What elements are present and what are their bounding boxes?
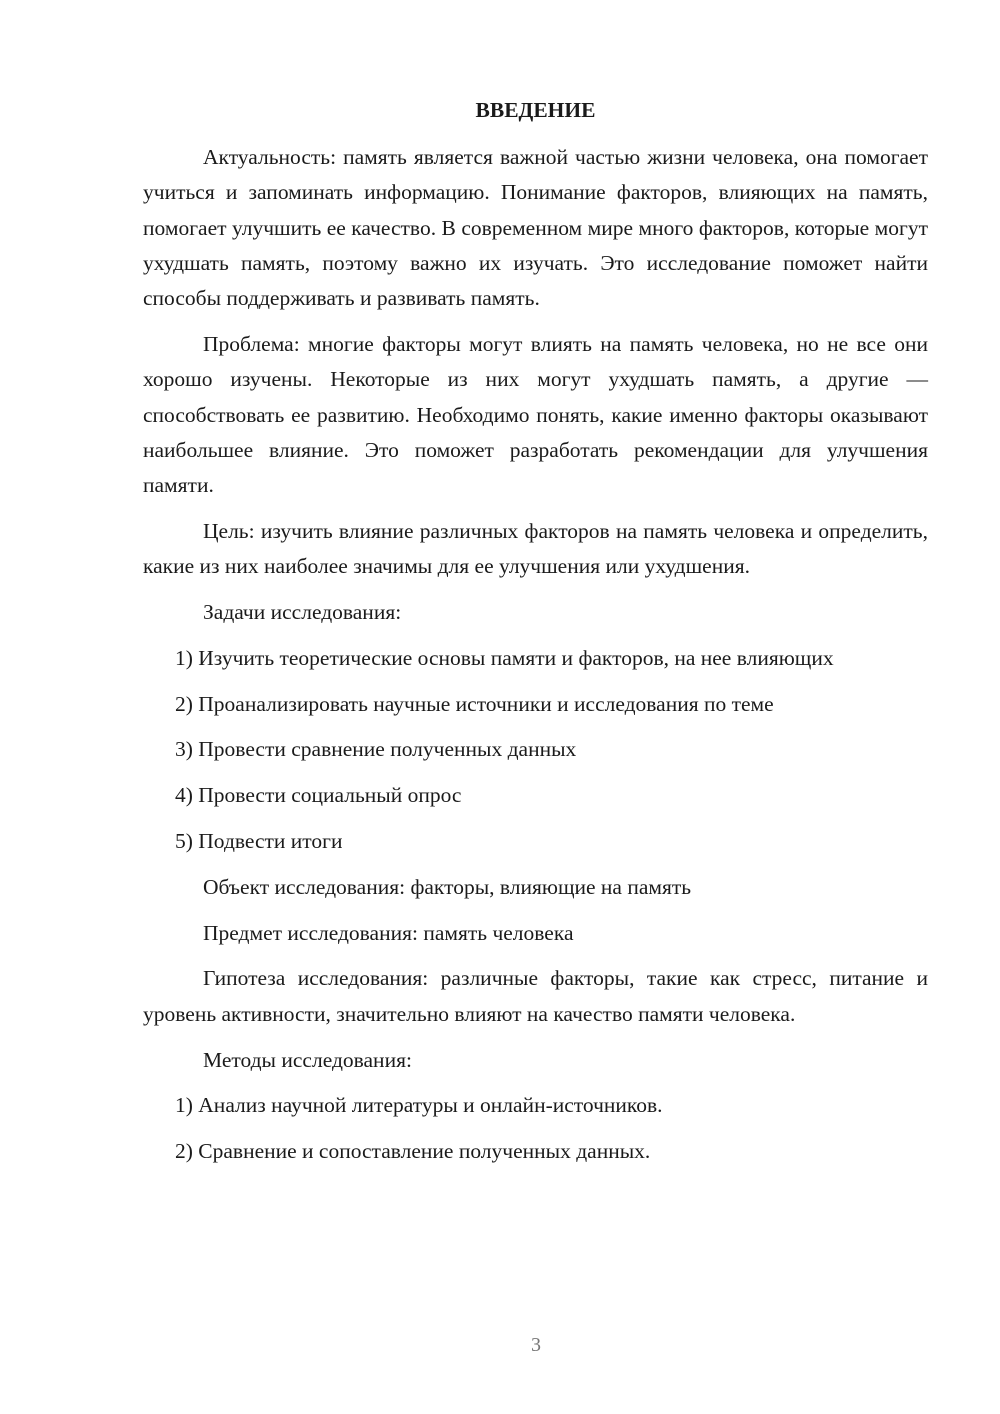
list-item: 3) Провести сравнение полученных данных [175, 737, 577, 762]
document-page [143, 93, 928, 1180]
list-item: 4) Провести социальный опрос [175, 783, 462, 808]
list-item: 1) Изучить теоретические основы памяти и факторов, на нее влияющих [175, 645, 834, 670]
page-number: 3 [531, 1334, 541, 1356]
list-item: 2) Проанализировать научные источники и исследования по теме [175, 691, 774, 716]
paragraph: Актуальность: память является важной частью жизни человека, она помогает учиться и запоминать информацию. Понимание факторов, влияющих на память, помогает улучшить ее качество. В современном мире много факторов, которые могут ухудшать память, поэтому важно их изучать. Это исследование поможет найти способы поддерживать и развивать память. [143, 145, 928, 311]
section-title: ВВЕДЕНИЕ [475, 98, 596, 122]
paragraph: Предмет исследования: память человека [203, 920, 574, 945]
paragraph: Проблема: многие факторы могут влиять на память человека, но не все они хорошо изучены. Некоторые из них могут ухудшать память, а другие — способствовать ее развитию. Необходимо понять, какие именно факторы оказывают наибольшее влияние. Это поможет разработать рекомендации для улучшения памяти. [143, 331, 928, 498]
list-item: 5) Подвести итоги [175, 829, 343, 854]
list-item: 1) Анализ научной литературы и онлайн-источников. [175, 1093, 663, 1118]
paragraph: Задачи исследования: [203, 600, 402, 625]
list-item: 2) Сравнение и сопоставление полученных данных. [175, 1139, 651, 1164]
paragraph: Методы исследования: [203, 1047, 412, 1072]
paragraph: Объект исследования: факторы, влияющие на память [203, 874, 692, 899]
paragraph: Цель: изучить влияние различных факторов на память человека и определить, какие из них наиболее значимы для ее улучшения или ухудшения. [143, 518, 928, 579]
document-body [143, 140, 928, 1169]
paragraph: Гипотеза исследования: различные факторы, такие как стресс, питание и уровень активности, значительно влияют на качество памяти человека. [143, 966, 928, 1026]
